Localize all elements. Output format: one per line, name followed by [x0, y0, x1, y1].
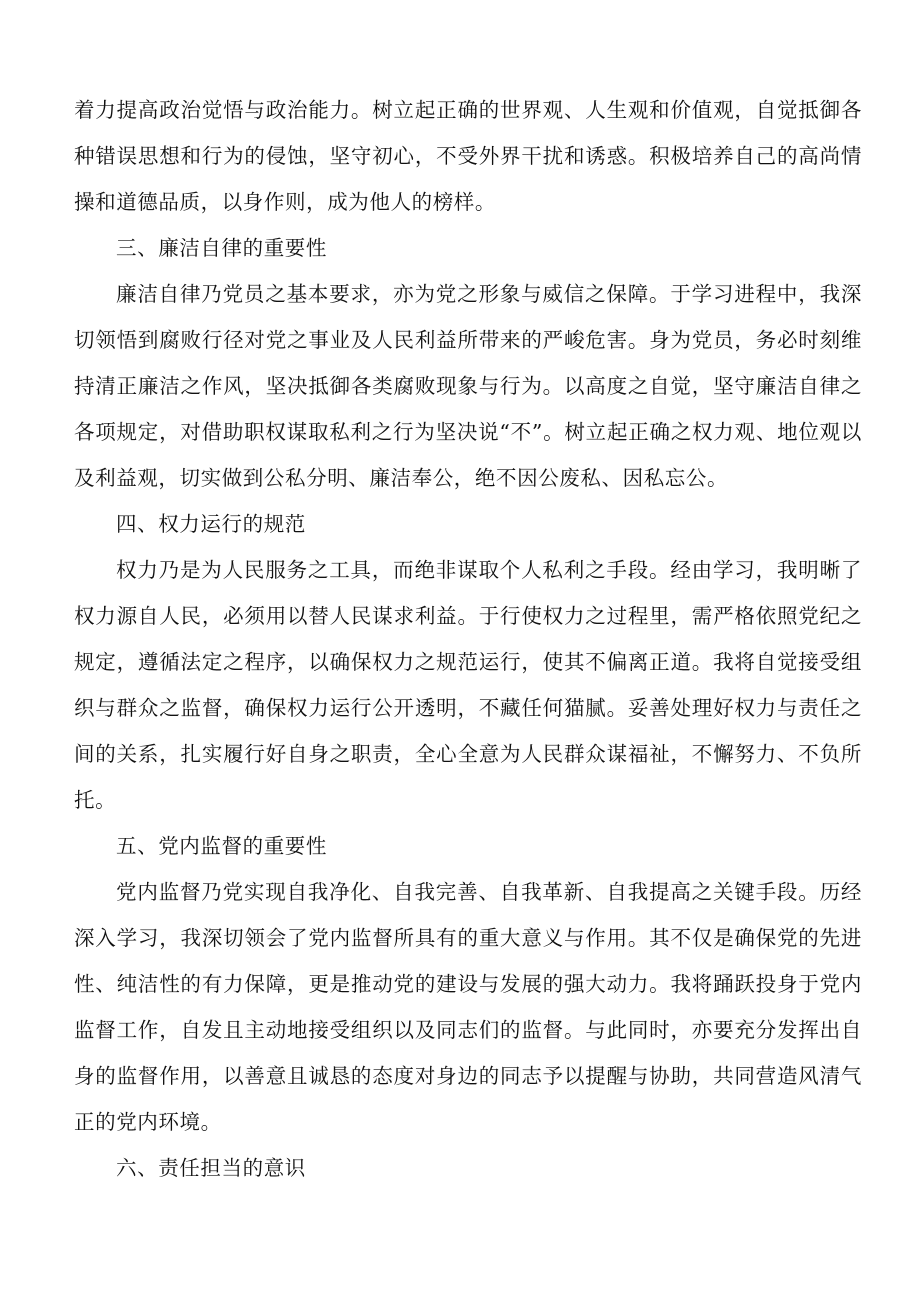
section-heading-integrity: 三、廉洁自律的重要性	[116, 236, 327, 260]
section-heading-party-supervision: 五、党内监督的重要性	[116, 834, 327, 858]
document-body	[74, 87, 862, 1191]
section-heading-responsibility: 六、责任担当的意识	[116, 1156, 306, 1180]
paragraph-power-operation: 权力乃是为人民服务之工具，而绝非谋取个人私利之手段。经由学习，我明晰了权力源自人民，必须用以替人民谋求利益。于行使权力之过程里，需严格依照党纪之规定，遵循法定之程序，以确保权力之规范运行，使其不偏离正道。我将自觉接受组织与群众之监督，确保权力运行公开透明，不藏任何猫腻。妥善处理好权力与责任之间的关系，扎实履行好自身之职责，全心全意为人民群众谋福祉，不懈努力、不负所托。	[74, 558, 862, 812]
paragraph-integrity: 廉洁自律乃党员之基本要求，亦为党之形象与威信之保障。于学习进程中，我深切领悟到腐败行径对党之事业及人民利益所带来的严峻危害。身为党员，务必时刻维持清正廉洁之作风，坚决抵御各类腐败现象与行为。以高度之自觉，坚守廉洁自律之各项规定，对借助职权谋取私利之行为坚决说“不”。树立起正确之权力观、地位观以及利益观，切实做到公私分明、廉洁奉公，绝不因公废私、因私忘公。	[74, 282, 862, 490]
section-heading-power-operation: 四、权力运行的规范	[116, 512, 306, 536]
paragraph-party-supervision: 党内监督乃党实现自我净化、自我完善、自我革新、自我提高之关键手段。历经深入学习，我深切领会了党内监督所具有的重大意义与作用。其不仅是确保党的先进性、纯洁性的有力保障，更是推动党的建设与发展的强大动力。我将踊跃投身于党内监督工作，自发且主动地接受组织以及同志们的监督。与此同时，亦要充分发挥出自身的监督作用，以善意且诚恳的态度对身边的同志予以提醒与协助，共同营造风清气正的党内环境。	[74, 880, 862, 1134]
paragraph-political-awareness: 着力提高政治觉悟与政治能力。树立起正确的世界观、人生观和价值观，自觉抵御各种错误思想和行为的侵蚀，坚守初心，不受外界干扰和诱惑。积极培养自己的高尚情操和道德品质，以身作则，成为他人的榜样。	[74, 98, 862, 214]
